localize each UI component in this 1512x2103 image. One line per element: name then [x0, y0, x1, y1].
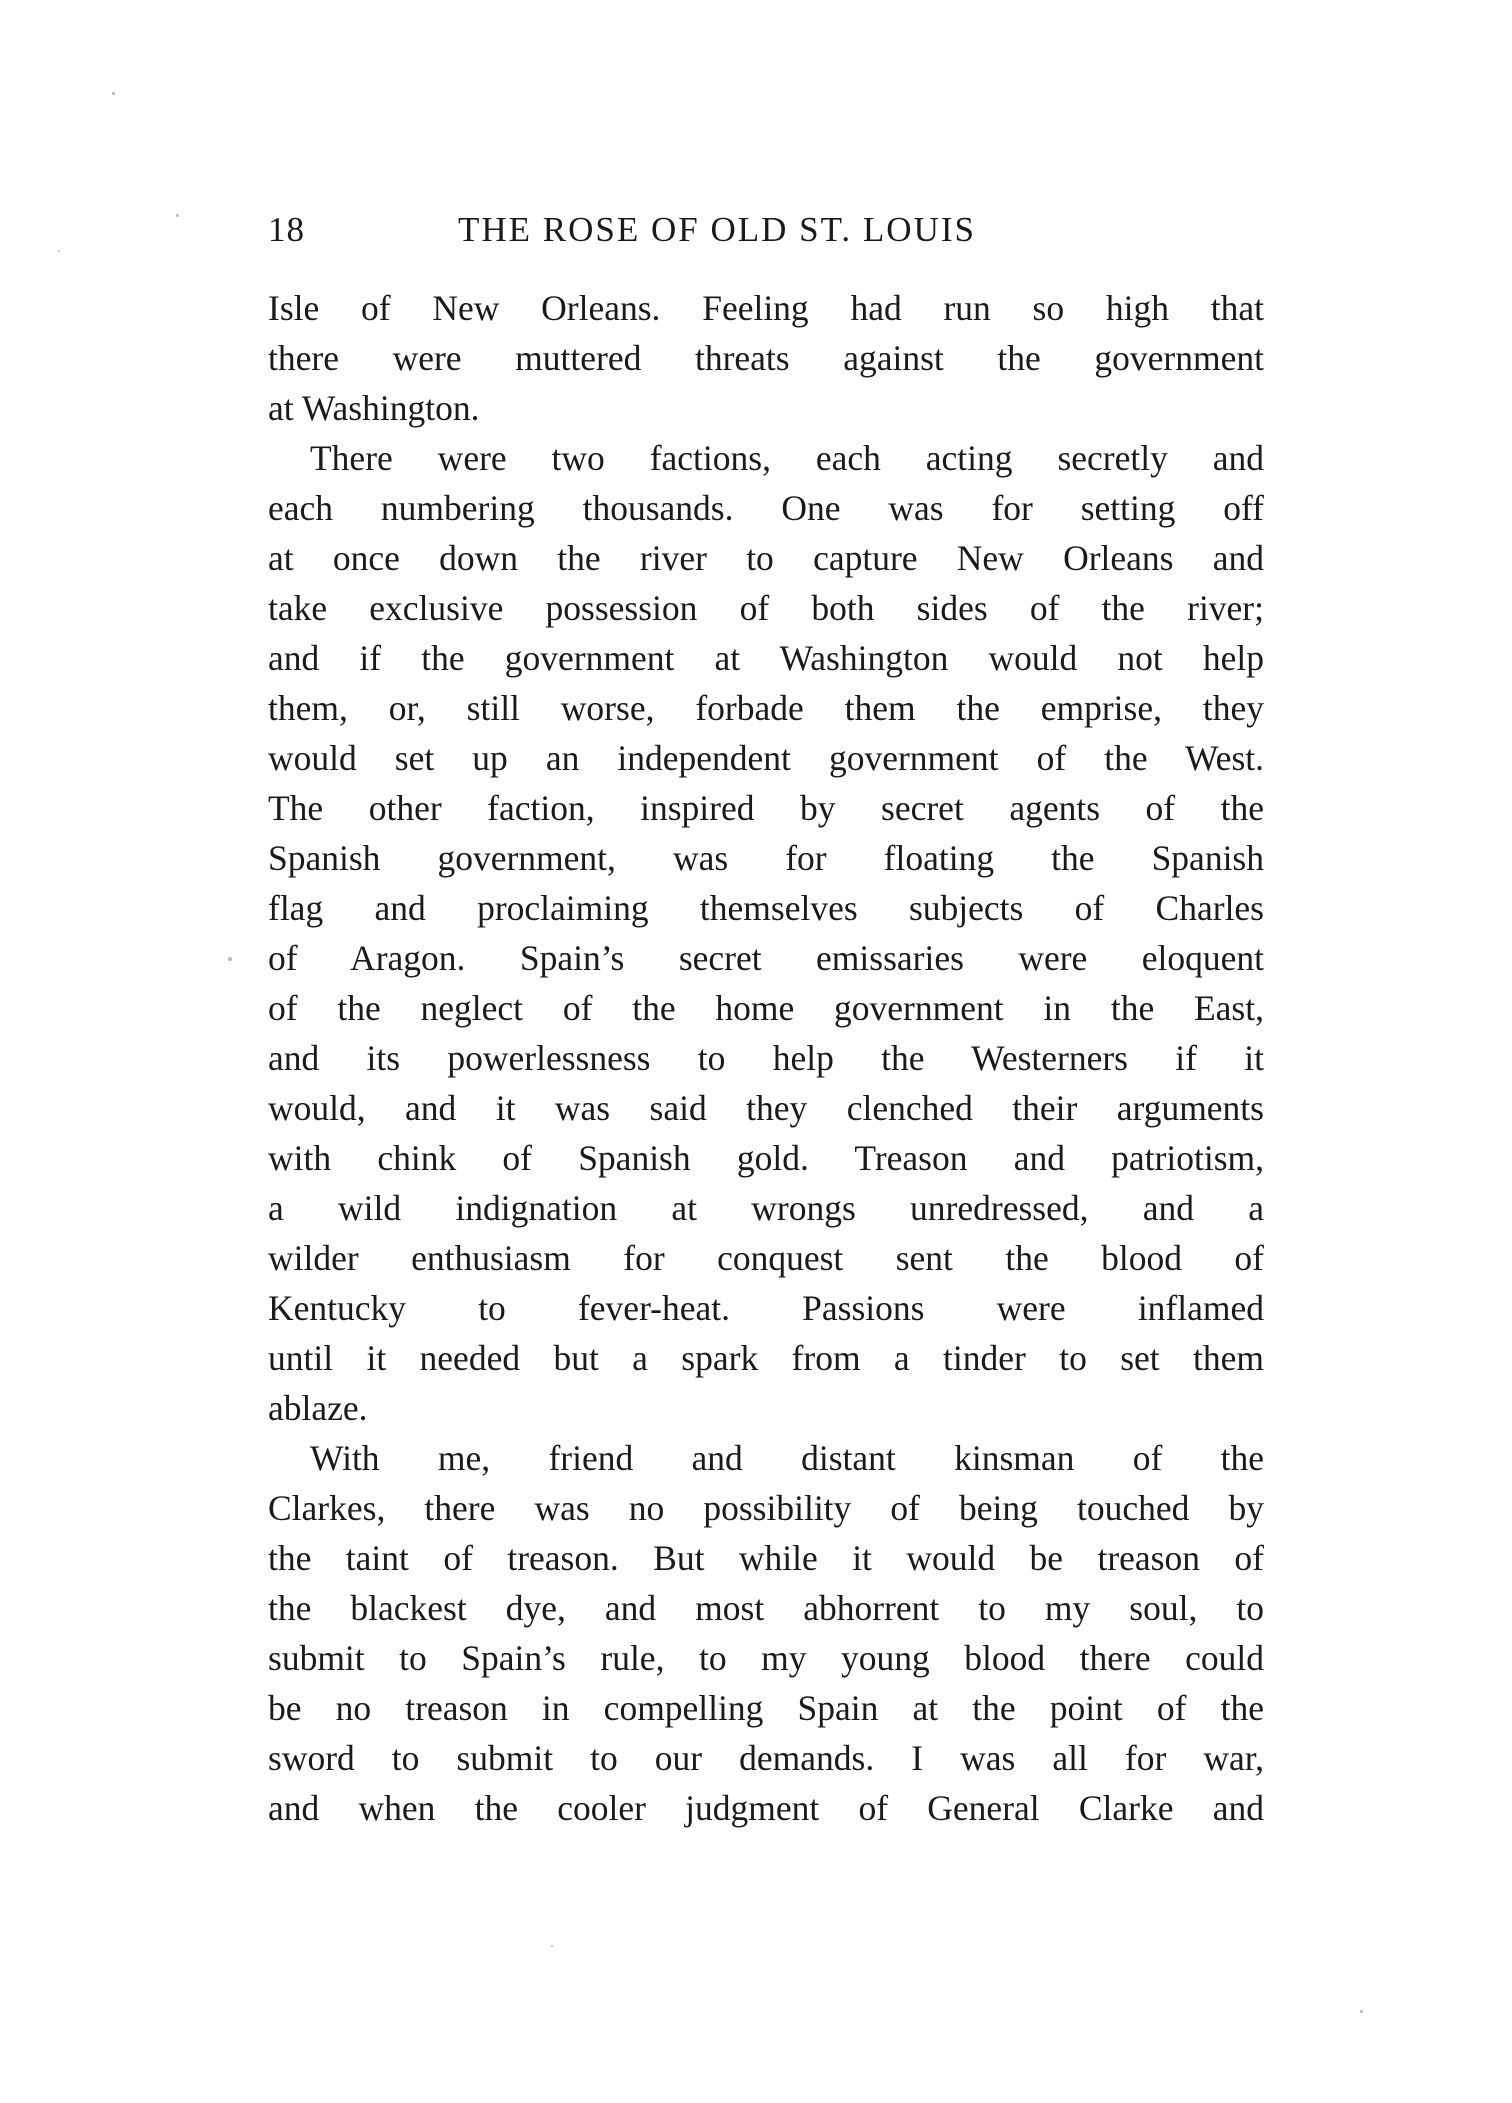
text-line: until it needed but a spark from a tinder to set them [268, 1338, 1264, 1378]
scan-speck [112, 92, 115, 95]
body-text [268, 283, 1264, 1833]
text-line: Clarkes, there was no possibility of being touched by [268, 1488, 1264, 1528]
text-line: The other faction, inspired by secret agents of the [268, 788, 1264, 828]
text-line: ablaze. [268, 1388, 368, 1428]
text-line: each numbering thousands. One was for setting off [268, 488, 1264, 528]
text-line: sword to submit to our demands. I was all for war, [268, 1738, 1264, 1778]
text-line: and when the cooler judgment of General Clarke and [268, 1788, 1264, 1828]
text-line: and if the government at Washington would not help [268, 638, 1264, 678]
page-number: 18 [268, 210, 305, 249]
text-line: There were two factions, each acting secretly and [310, 438, 1264, 478]
text-line: there were muttered threats against the government [268, 338, 1264, 378]
text-line: would, and it was said they clenched their arguments [268, 1088, 1264, 1128]
text-line: Kentucky to fever-heat. Passions were inflamed [268, 1288, 1264, 1328]
scan-speck [176, 214, 179, 217]
running-title: THE ROSE OF OLD ST. LOUIS [458, 210, 976, 249]
text-line: and its powerlessness to help the Westerners if it [268, 1038, 1264, 1078]
text-line: of Aragon. Spain’s secret emissaries were eloquent [268, 938, 1264, 978]
text-line: them, or, still worse, forbade them the emprise, they [268, 688, 1264, 728]
text-line: the blackest dye, and most abhorrent to my soul, to [268, 1588, 1264, 1628]
text-line: Spanish government, was for floating the Spanish [268, 838, 1264, 878]
page-header [268, 205, 1264, 255]
text-line: take exclusive possession of both sides of the river; [268, 588, 1264, 628]
text-line: be no treason in compelling Spain at the point of the [268, 1688, 1264, 1728]
scan-speck [551, 1945, 553, 1947]
text-line: flag and proclaiming themselves subjects of Charles [268, 888, 1264, 928]
text-line: With me, friend and distant kinsman of the [310, 1438, 1264, 1478]
text-line: wilder enthusiasm for conquest sent the blood of [268, 1238, 1264, 1278]
text-line: would set up an independent government of the West. [268, 738, 1264, 778]
text-line: a wild indignation at wrongs unredressed, and a [268, 1188, 1264, 1228]
text-line: at once down the river to capture New Orleans and [268, 538, 1264, 578]
text-line: submit to Spain’s rule, to my young blood there could [268, 1638, 1264, 1678]
text-line: at Washington. [268, 388, 480, 428]
text-line: with chink of Spanish gold. Treason and patriotism, [268, 1138, 1264, 1178]
text-line: Isle of New Orleans. Feeling had run so high that [268, 288, 1264, 328]
scan-speck [1360, 2010, 1363, 2013]
text-line: the taint of treason. But while it would be treason of [268, 1538, 1264, 1578]
scan-speck [58, 250, 60, 252]
scan-speck [228, 957, 232, 961]
text-line: of the neglect of the home government in the East, [268, 988, 1264, 1028]
